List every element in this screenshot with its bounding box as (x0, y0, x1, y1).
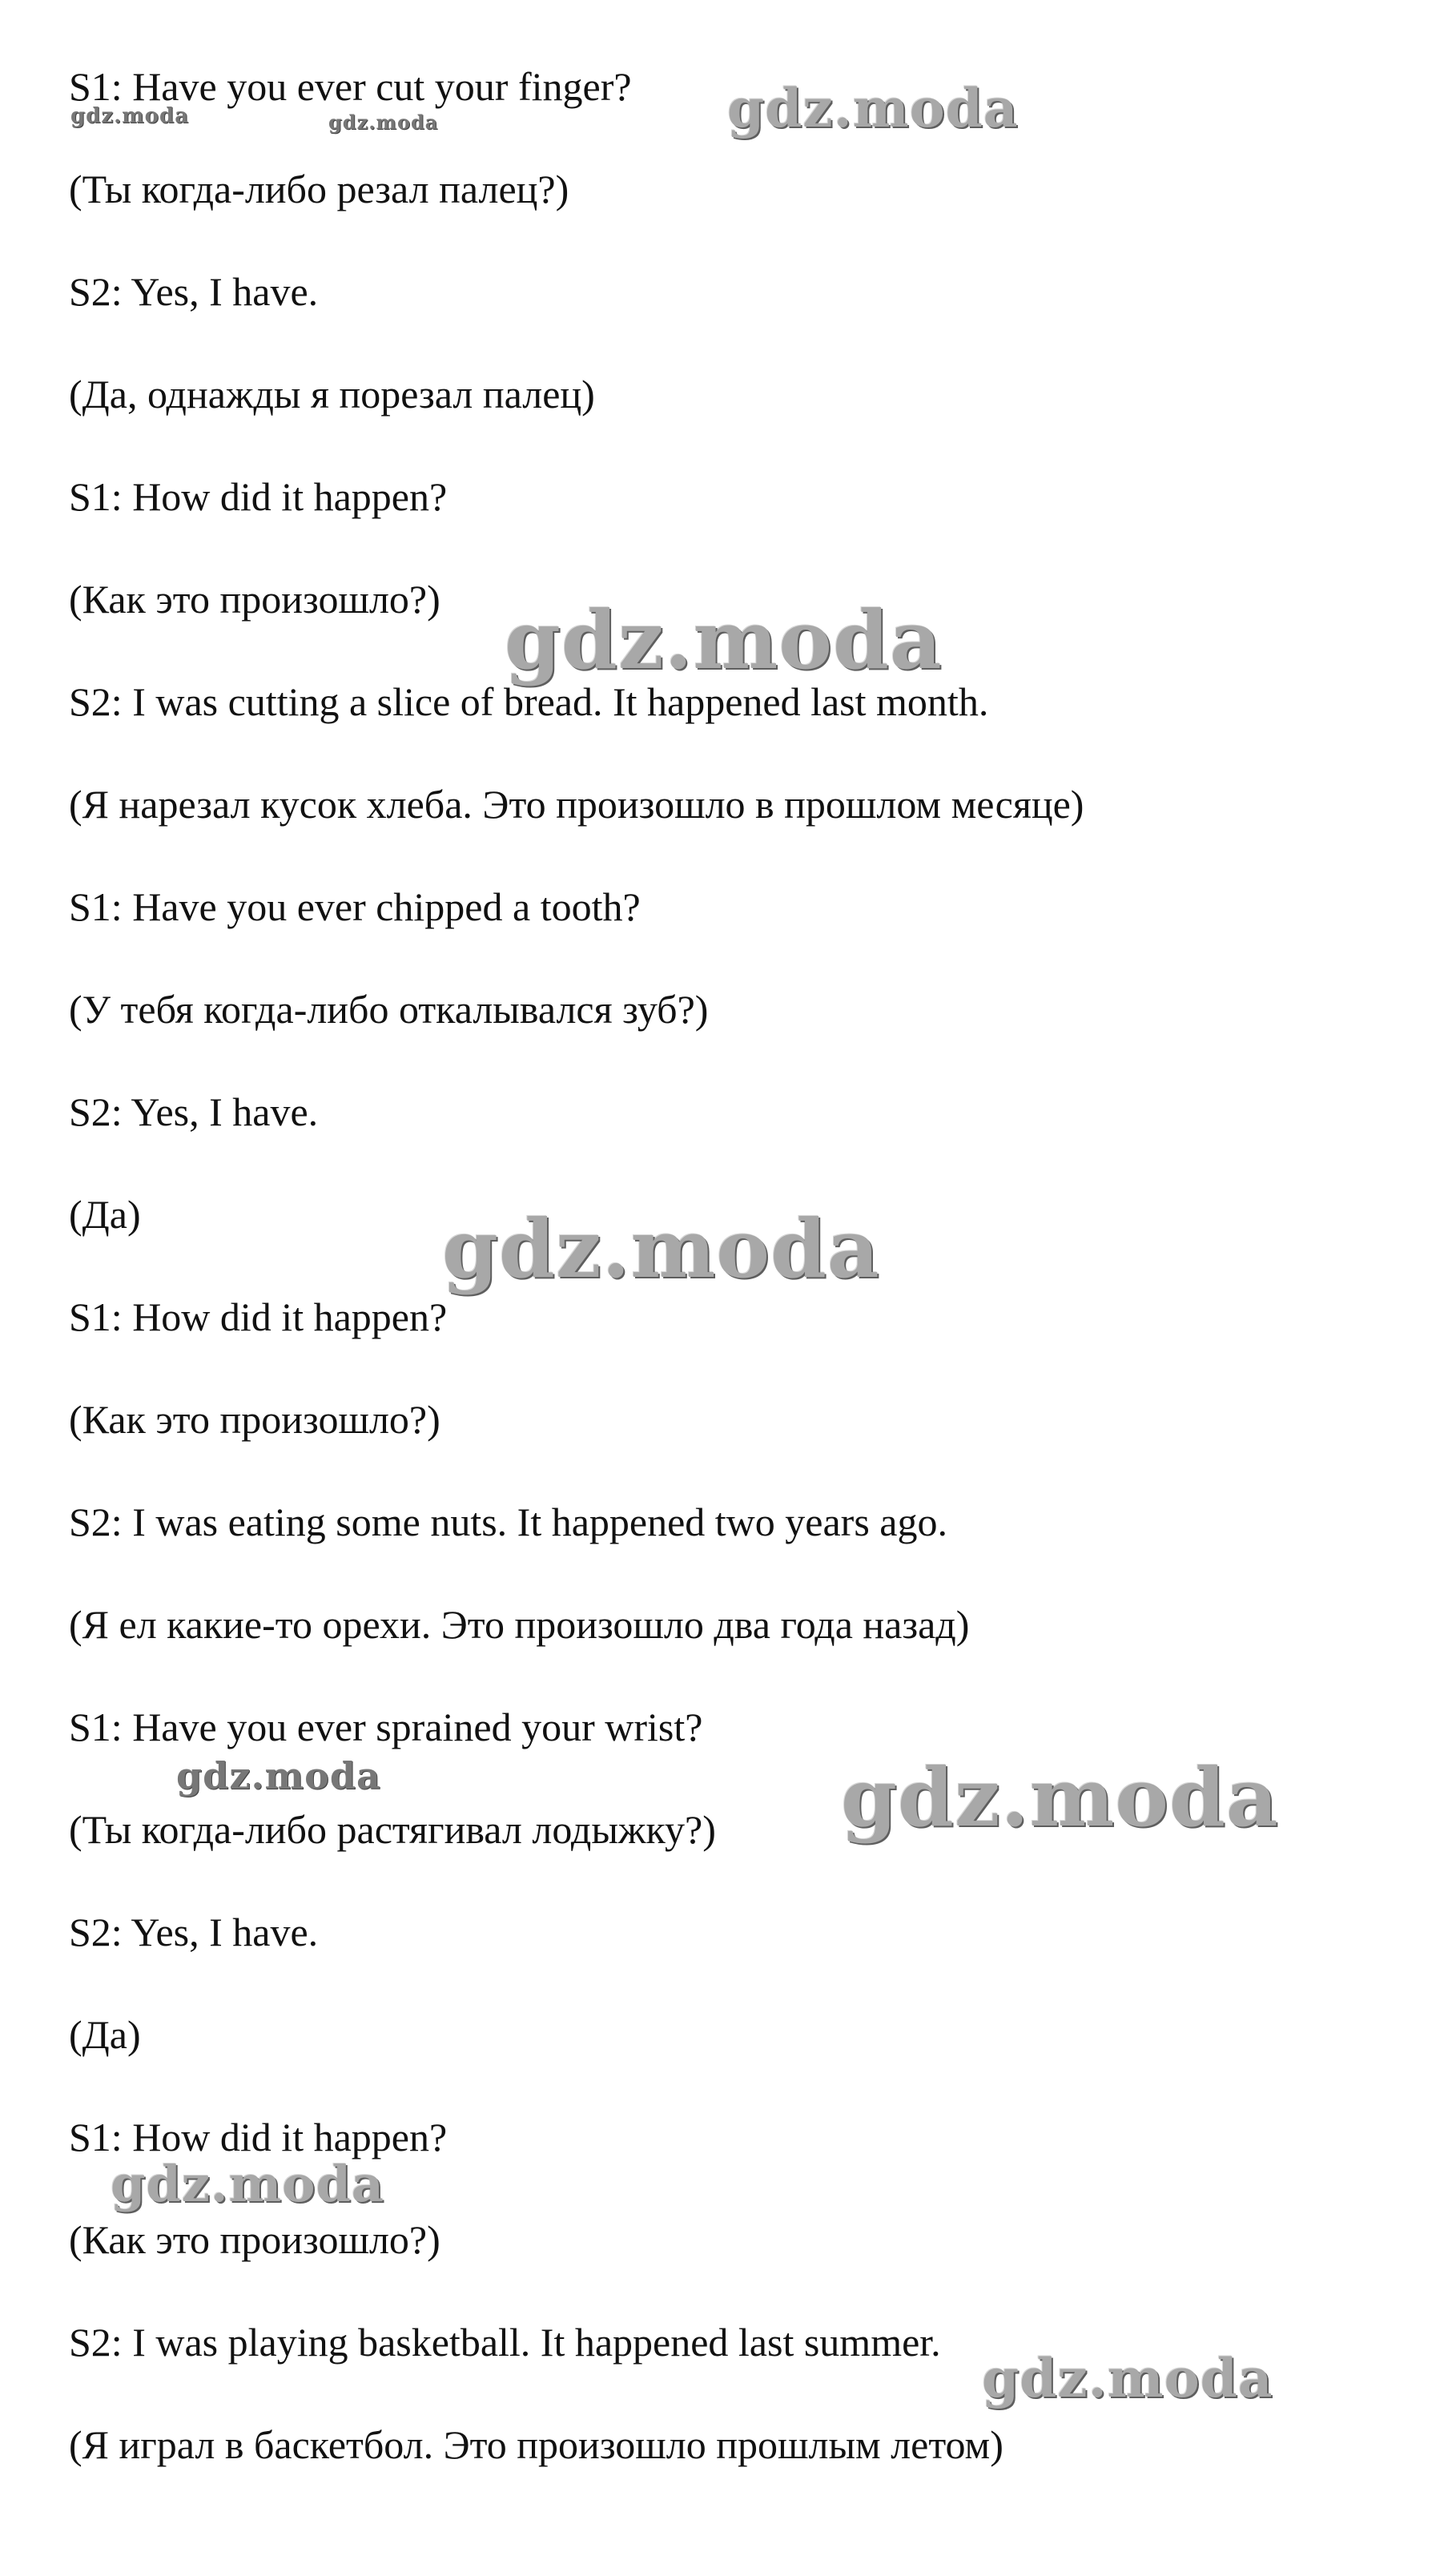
dialogue-line: (Да) (69, 2012, 141, 2057)
watermark: gdz.moda (111, 2155, 384, 2213)
dialogue-line: (Как это произошло?) (69, 577, 440, 622)
dialogue-line: S1: How did it happen? (69, 474, 448, 519)
dialogue-line: S1: How did it happen? (69, 1294, 448, 1339)
dialogue-line: S2: I was cutting a slice of bread. It happened last month. (69, 679, 989, 724)
watermark: gdz.moda (727, 77, 1019, 139)
dialogue-line: (Как это произошло?) (69, 2217, 440, 2262)
dialogue-line: (Я ел какие-то орехи. Это произошло два года назад) (69, 1602, 970, 1647)
dialogue-line: (Ты когда-либо резал палец?) (69, 167, 569, 211)
dialogue-line: (Я нарезал кусок хлеба. Это произошло в прошлом месяце) (69, 782, 1084, 827)
watermark: gdz.moda (70, 104, 190, 128)
dialogue-line: S2: I was playing basketball. It happened last summer. (69, 2320, 941, 2365)
dialogue-line: S1: Have you ever cut your finger? (69, 64, 632, 109)
dialogue-line: S1: How did it happen? (69, 2115, 448, 2160)
dialogue-line: S2: I was eating some nuts. It happened two years ago. (69, 1499, 947, 1544)
dialogue-line: S2: Yes, I have. (69, 1089, 319, 1134)
watermark: gdz.moda (841, 1750, 1279, 1845)
watermark: gdz.moda (505, 593, 943, 687)
dialogue-line: S2: Yes, I have. (69, 1910, 319, 1954)
dialogue-line: S2: Yes, I have. (69, 269, 319, 314)
dialogue-line: (Ты когда-либо растягивал лодыжку?) (69, 1807, 716, 1852)
watermark: gdz.moda (328, 111, 439, 134)
dialogue-line: (Да) (69, 1192, 141, 1237)
dialogue-line: S1: Have you ever chipped a tooth? (69, 884, 641, 929)
dialogue-line: (У тебя когда-либо откалывался зуб?) (69, 987, 709, 1032)
dialogue-line: S1: Have you ever sprained your wrist? (69, 1705, 703, 1749)
dialogue-line: (Да, однажды я порезал палец) (69, 372, 595, 417)
watermark: gdz.moda (442, 1202, 880, 1296)
watermark: gdz.moda (176, 1754, 381, 1797)
watermark: gdz.moda (982, 2347, 1273, 2409)
dialogue-line: (Как это произошло?) (69, 1397, 440, 1442)
dialogue-line: (Я играл в баскетбол. Это произошло прошлым летом) (69, 2422, 1004, 2467)
